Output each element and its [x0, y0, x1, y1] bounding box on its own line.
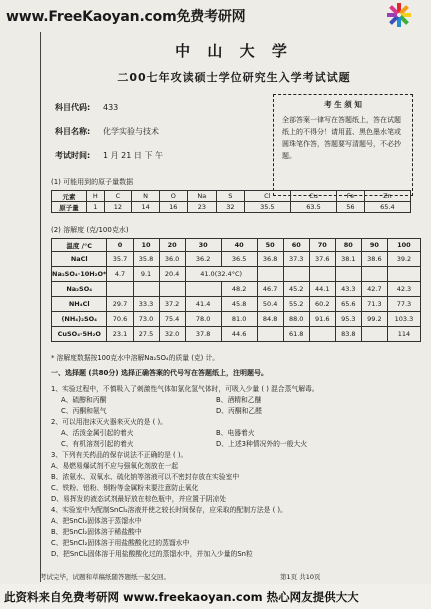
table-cell: 60.2	[309, 297, 335, 312]
exam-time: 考试时间: 1 月 21 日 下 午	[55, 151, 163, 160]
table-cell: 77.3	[387, 297, 420, 312]
table-cell: 27.5	[133, 327, 159, 342]
question-option: D、丙酮和乙醛	[216, 407, 263, 415]
question-option: A、硫醇和丙酮	[61, 396, 107, 404]
table-cell: 50.4	[257, 297, 283, 312]
table-cell	[107, 282, 133, 297]
atom-el-cell: Cu	[290, 191, 336, 202]
table-cell: 37.6	[309, 252, 335, 267]
atom-el-cell: H	[87, 191, 105, 202]
table-cell	[159, 282, 185, 297]
header-cell: 0	[107, 239, 133, 252]
table-cell: 41.0(32.4°C)	[185, 267, 257, 282]
notice-title: 考 生 须 知	[324, 100, 362, 109]
atom-wt-cell: 原子量	[52, 202, 87, 213]
question-stem: 2、可以用泡沫灭火器来灭火的是 ( )。	[51, 418, 167, 426]
table-cell: 37.2	[159, 297, 185, 312]
table-cell: 38.6	[361, 252, 387, 267]
freekaoyan-logo	[386, 2, 412, 28]
table-cell: 42.7	[361, 282, 387, 297]
table-row	[52, 297, 421, 312]
question-option: C、丙酮和氨气	[61, 407, 107, 415]
mc-heading: 一、选择题 (共80分) 选择正确答案的代号写在答题纸上，注明题号。	[51, 369, 269, 377]
atom-wt-cell: 1	[87, 202, 105, 213]
table-cell	[309, 267, 335, 282]
atom-wt-cell: 56	[337, 202, 365, 213]
header-cell: 70	[309, 239, 335, 252]
table-cell: 9.1	[133, 267, 159, 282]
table-cell: 91.6	[309, 312, 335, 327]
table-cell: 36.8	[257, 252, 283, 267]
question-option: C、有机溶剂引起的着火	[61, 440, 134, 448]
question-option: B、浓氨水、双氧水、硫化钠等溶液可以不密封存放在实验室中	[51, 473, 240, 481]
question-option: D、易挥发的液态试剂最好放在棕色瓶中，并应置于阴凉处	[51, 495, 227, 503]
atom-el-cell: Na	[187, 191, 216, 202]
subject-name: 科目名称: 化学实验与技术	[55, 127, 159, 136]
source-banner	[0, 584, 431, 609]
question-stem: 3、下列有关药品的保存说法不正确的是 ( )。	[51, 451, 188, 459]
header-cell: 10	[133, 239, 159, 252]
table-cell: 37.8	[185, 327, 221, 342]
table-cell: 37.3	[283, 252, 309, 267]
table-row	[52, 327, 421, 342]
header-cell: 50	[257, 239, 283, 252]
table-row	[52, 267, 421, 282]
header-cell: 90	[361, 239, 387, 252]
table-cell	[185, 282, 221, 297]
atom-wt-cell: 63.5	[290, 202, 336, 213]
table-cell: 83.8	[335, 327, 361, 342]
atomic-weight-table	[51, 190, 411, 213]
question-option: C、把SnCl₂固体溶于用盐酸酸化过的蒸馏水中	[51, 539, 190, 547]
table-cell	[283, 267, 309, 282]
table-cell: 61.8	[283, 327, 309, 342]
site-header	[0, 0, 431, 28]
site-url: www.FreeKaoyan.com免费考研网	[6, 9, 246, 25]
candidate-notice	[273, 94, 413, 196]
university-title: 中 山 大 学	[175, 42, 293, 60]
question-option: A、易燃易爆试剂不应与强氧化剂放在一起	[51, 462, 178, 470]
header-cell: 60	[283, 239, 309, 252]
question-stem: 4、实验室中为配制SnCl₂溶液并使之较长时间保存，应采取的配制方法是 ( )。	[51, 506, 287, 514]
table-cell: 48.2	[221, 282, 257, 297]
table-cell: 71.3	[361, 297, 387, 312]
table-cell: 99.2	[361, 312, 387, 327]
table-cell: NH₄Cl	[52, 297, 107, 312]
table-cell: 35.7	[107, 252, 133, 267]
table-cell	[335, 267, 361, 282]
question-stem: 1、实验过程中，不慎吸入了刺激性气体如氯化氢气体时，可吸入少量 ( ) 混合蒸气解毒。	[51, 385, 319, 393]
question-option: D、把SnCl₂固体溶于用盐酸酸化过的蒸馏水中，并加入少量的Sn粒	[51, 550, 253, 558]
footer-note: 考试完毕，试题和草稿纸随答题纸一起交回。	[40, 573, 170, 581]
question-option: B、酒精和乙醚	[216, 396, 262, 404]
page-number: 第1页 共10页	[280, 573, 321, 581]
header-cell: 100	[387, 239, 420, 252]
table-cell: 65.6	[335, 297, 361, 312]
table-cell: 36.0	[159, 252, 185, 267]
question-option: B、电器着火	[216, 429, 255, 437]
table-cell	[133, 282, 159, 297]
table-cell: 44.1	[309, 282, 335, 297]
table-cell: 45.8	[221, 297, 257, 312]
atom-el-cell: C	[104, 191, 132, 202]
table-cell: 38.1	[335, 252, 361, 267]
table-cell: 78.0	[185, 312, 221, 327]
table-header-row	[52, 239, 421, 252]
table-cell: 35.8	[133, 252, 159, 267]
atom-wt-cell: 16	[159, 202, 187, 213]
table-cell: 20.4	[159, 267, 185, 282]
table-cell: 84.8	[257, 312, 283, 327]
notice-body: 全部答案一律写在答题纸上，答在试题纸上的不得分！请用蓝、黑色墨水笔或圆珠笔作答，答题要写清题号，不必抄题。	[282, 116, 401, 160]
table-cell	[361, 267, 387, 282]
question-option: D、上述3种情况外的一般大火	[216, 440, 308, 448]
header-cell: 30	[185, 239, 221, 252]
table-cell: 42.3	[387, 282, 420, 297]
table-cell: 36.2	[185, 252, 221, 267]
table-cell: 73.0	[133, 312, 159, 327]
table-cell: NaCl	[52, 252, 107, 267]
banner-text: 此资料来自免费考研网 www.freekaoyan.com 热心网友提供大大	[4, 590, 359, 604]
table-cell: 4.7	[107, 267, 133, 282]
table-cell: 39.2	[387, 252, 420, 267]
table-cell: 81.0	[221, 312, 257, 327]
table-cell: 70.6	[107, 312, 133, 327]
atom-el-cell: N	[132, 191, 160, 202]
table-cell: 45.2	[283, 282, 309, 297]
table-cell: 36.5	[221, 252, 257, 267]
question-option: A、把SnCl₂固体溶于蒸馏水中	[51, 517, 142, 525]
atom-wt-cell: 35.5	[244, 202, 290, 213]
table-cell: 46.7	[257, 282, 283, 297]
table-cell: 75.4	[159, 312, 185, 327]
subject-code: 科目代码: 433	[55, 103, 119, 112]
table-cell: 43.3	[335, 282, 361, 297]
table-cell: Na₂SO₄·10H₂O*	[52, 267, 107, 282]
table-row	[52, 252, 421, 267]
table-row	[52, 312, 421, 327]
table-cell: 33.3	[133, 297, 159, 312]
question-option: B、把SnCl₂固体溶于稀盐酸中	[51, 528, 142, 536]
atom-el-cell: S	[217, 191, 245, 202]
table-cell: 41.4	[185, 297, 221, 312]
page-footer	[40, 572, 426, 581]
table-note: * 溶解度数据按100克水中溶解Na₂SO₄的质量 (克) 计。	[51, 354, 220, 362]
table-cell	[309, 327, 335, 342]
header-cell: 温度 /°C	[52, 239, 107, 252]
exam-subtitle: 二00七年攻读硕士学位研究生入学考试试题	[117, 71, 351, 84]
table-cell: CuSO₄·5H₂O	[52, 327, 107, 342]
solubility-table	[51, 238, 421, 342]
table-cell: 103.3	[387, 312, 420, 327]
table-cell: 32.0	[159, 327, 185, 342]
exam-page	[40, 32, 427, 582]
table-cell: 95.3	[335, 312, 361, 327]
atom-el-cell: Fe	[337, 191, 365, 202]
table-cell: 23.1	[107, 327, 133, 342]
atom-wt-cell: 23	[187, 202, 216, 213]
table-cell: 44.6	[221, 327, 257, 342]
table-cell: (NH₄)₂SO₄	[52, 312, 107, 327]
atom-wt-cell: 32	[217, 202, 245, 213]
atom-wt-cell: 65.4	[364, 202, 410, 213]
section-solubility-title: (2) 溶解度 (克/100克水)	[51, 226, 129, 234]
table-cell	[361, 327, 387, 342]
question-option: A、活泼金属引起的着火	[61, 429, 134, 437]
header-cell: 40	[221, 239, 257, 252]
question-option: C、铁粉、铝粉、钢粉等金属粉末要注意防止氧化	[51, 484, 199, 492]
table-cell: 29.7	[107, 297, 133, 312]
section-atomic-title: (1) 可能用到的原子量数据	[51, 178, 134, 186]
header-cell: 80	[335, 239, 361, 252]
table-cell	[257, 267, 283, 282]
header-cell: 20	[159, 239, 185, 252]
atom-wt-cell: 12	[104, 202, 132, 213]
atom-el-cell: O	[159, 191, 187, 202]
atom-wt-cell: 14	[132, 202, 160, 213]
table-cell: 114	[387, 327, 420, 342]
atom-el-cell: Zn	[364, 191, 410, 202]
table-row	[52, 282, 421, 297]
table-cell	[387, 267, 420, 282]
table-cell	[257, 327, 283, 342]
table-cell: Na₂SO₄	[52, 282, 107, 297]
table-cell: 88.0	[283, 312, 309, 327]
atom-el-cell: 元素	[52, 191, 87, 202]
atom-el-cell: Cl	[244, 191, 290, 202]
table-cell: 55.2	[283, 297, 309, 312]
